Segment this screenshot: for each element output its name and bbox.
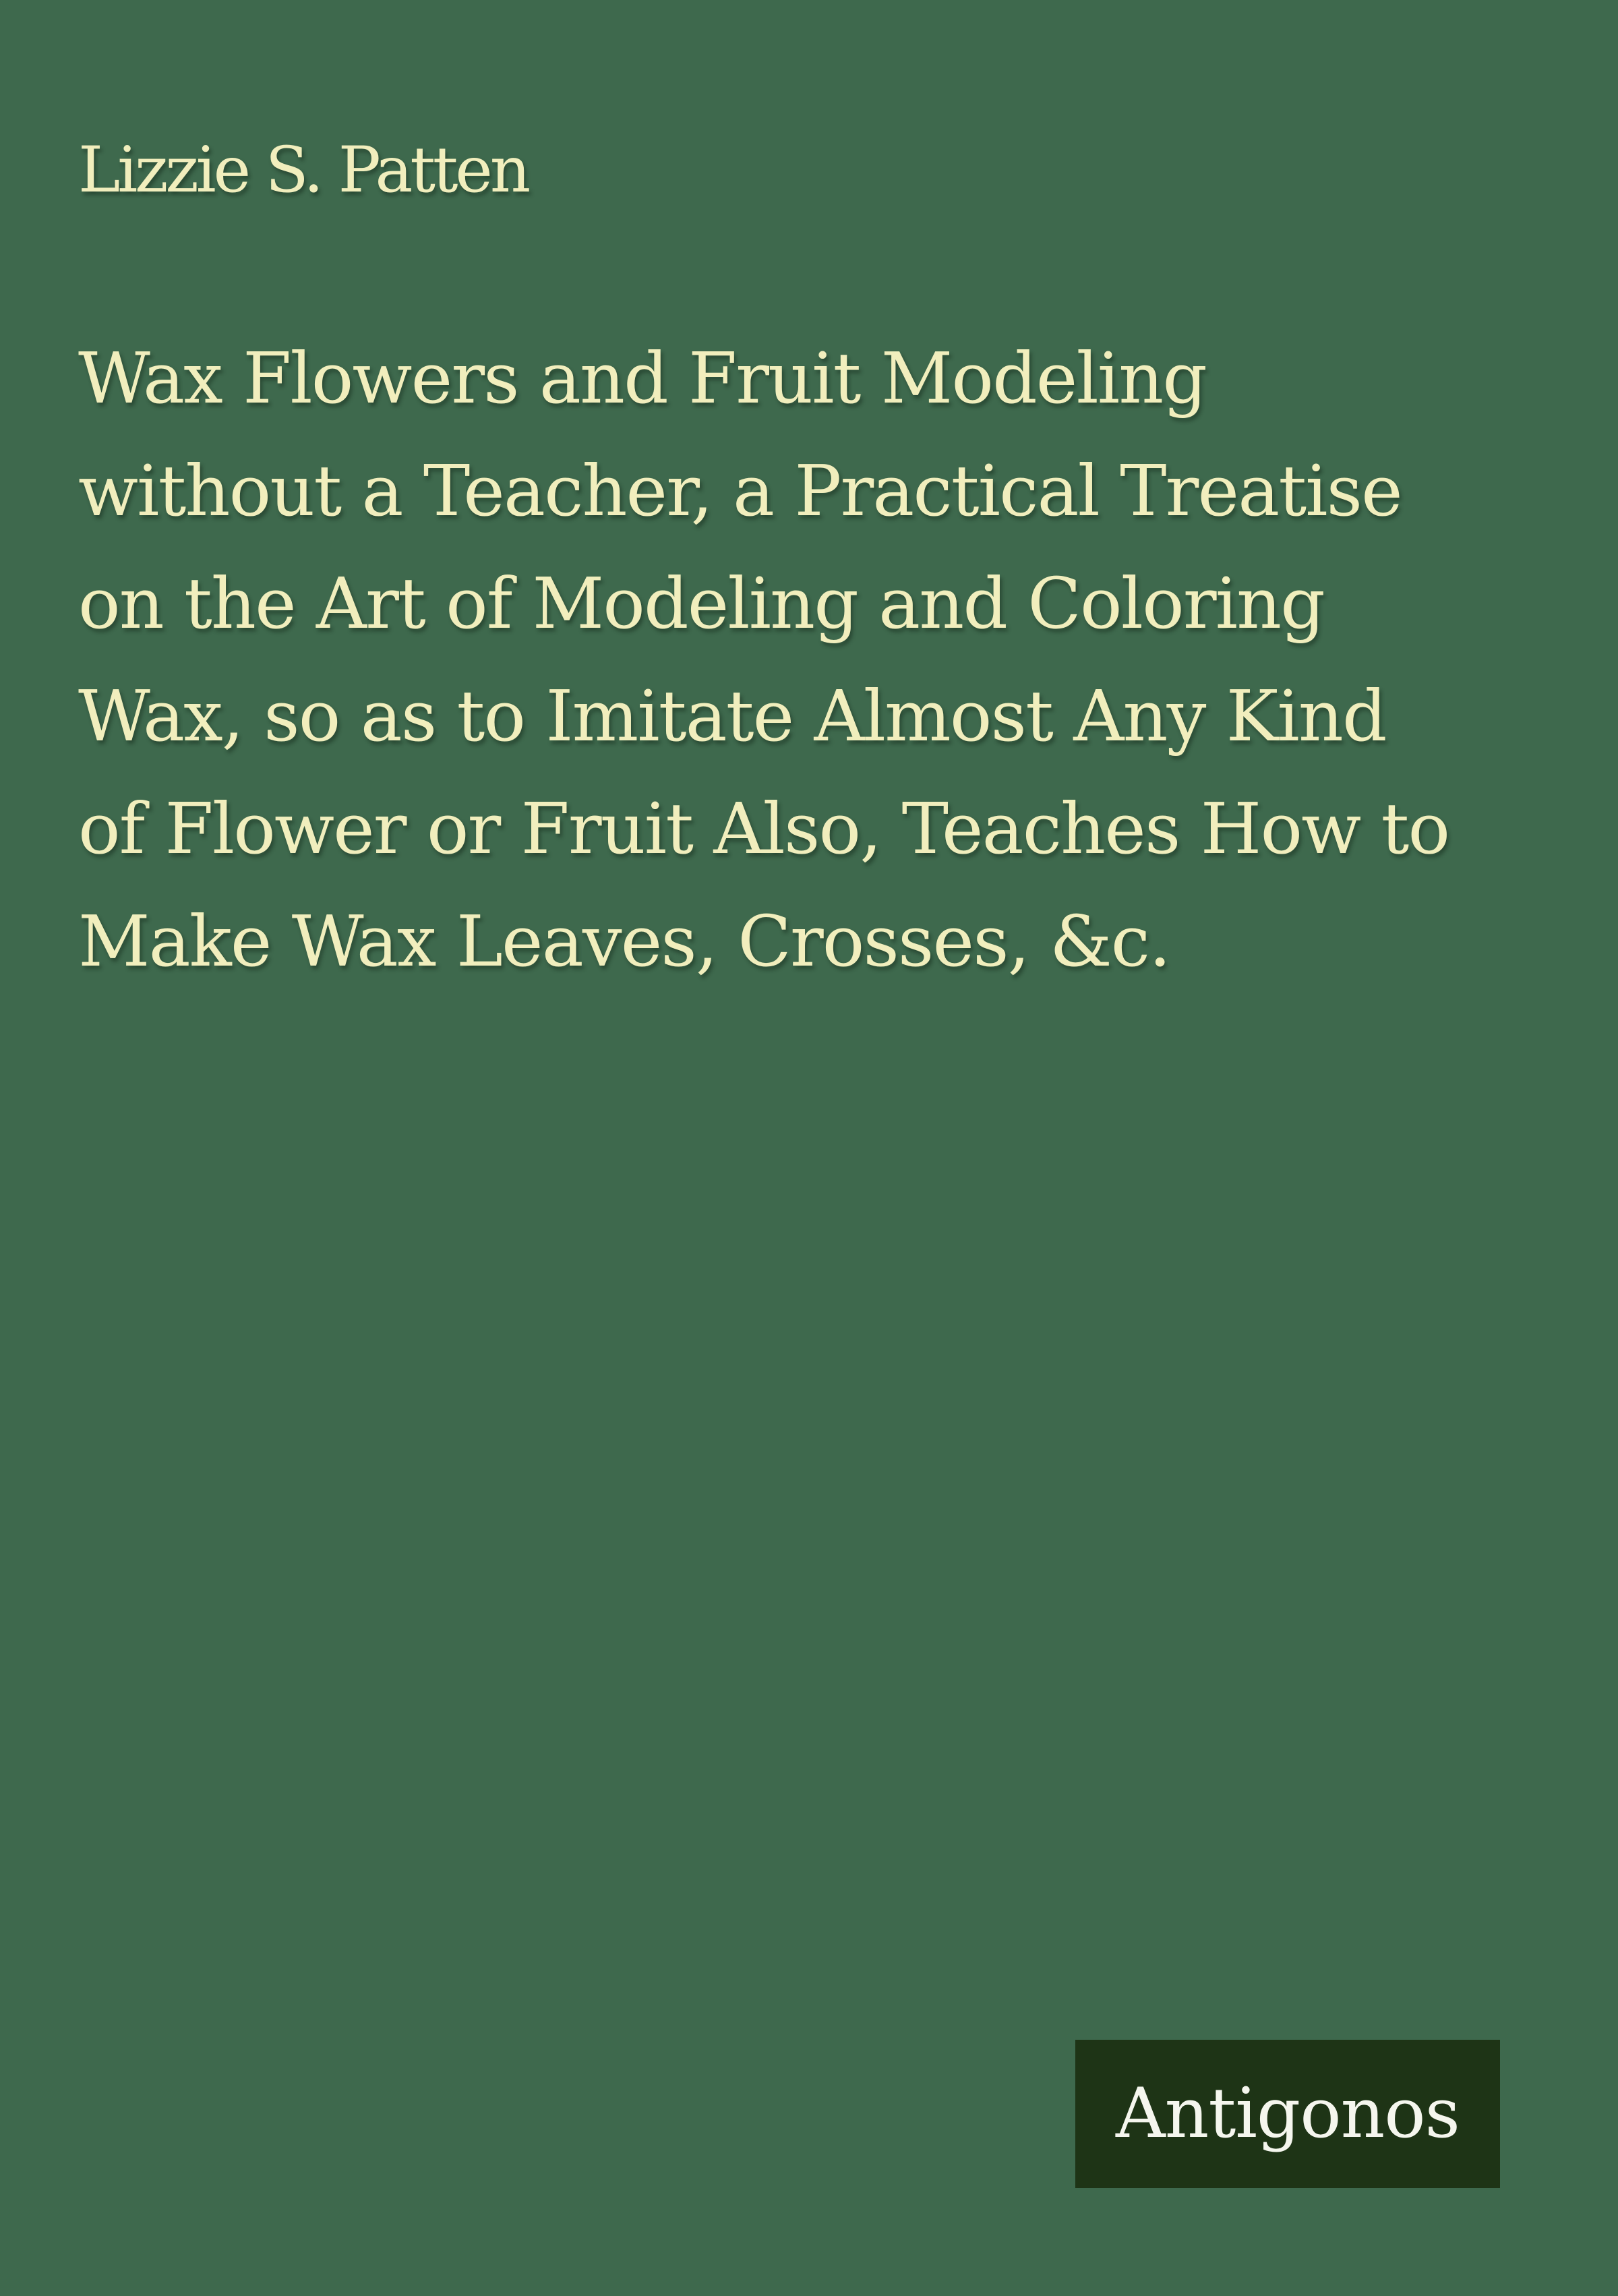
book-title-line: Wax, so as to Imitate Almost Any Kind — [78, 675, 1386, 757]
book-title-line: Wax Flowers and Fruit Modeling — [78, 337, 1207, 419]
publisher-name: Antigonos — [1116, 2073, 1460, 2154]
book-title — [78, 322, 1548, 998]
book-title-line: on the Art of Modeling and Coloring — [78, 562, 1324, 645]
book-title-line: without a Teacher, a Practical Treatise — [78, 450, 1402, 532]
book-title-line: of Flower or Fruit Also, Teaches How to — [78, 788, 1449, 870]
book-title-line: Make Wax Leaves, Crosses, &c. — [78, 900, 1170, 982]
author-name: Lizzie S. Patten — [78, 134, 529, 207]
publisher-box — [1075, 2040, 1500, 2188]
